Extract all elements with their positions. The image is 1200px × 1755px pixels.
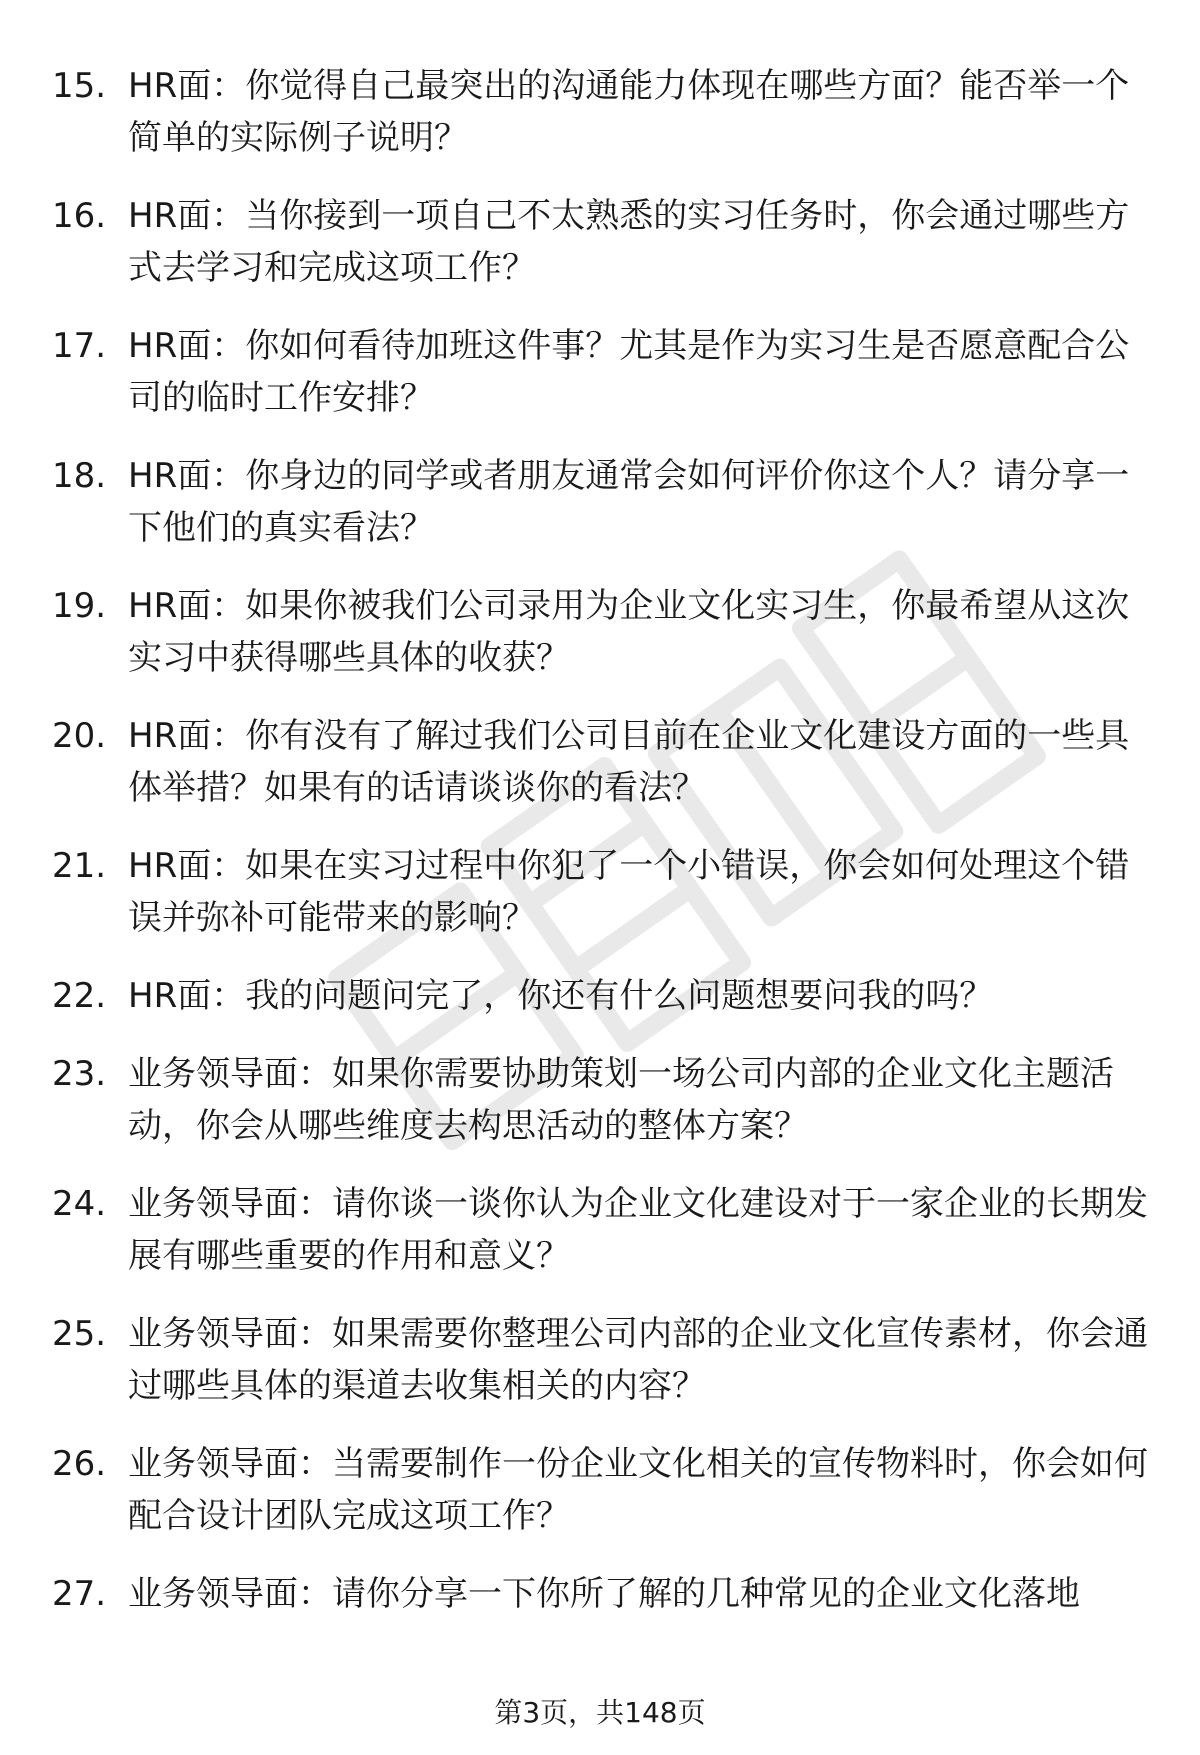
question-number: 19. bbox=[52, 586, 107, 626]
question-number: 18. bbox=[52, 456, 107, 496]
question-text: 业务领导面：如果需要你整理公司内部的企业文化宣传素材，你会通过哪些具体的渠道去收集相关的内容？ bbox=[128, 1314, 1148, 1406]
question-number: 20. bbox=[52, 716, 107, 756]
question-number: 23. bbox=[52, 1054, 107, 1094]
question-text: HR面：如果你被我们公司录用为企业文化实习生，你最希望从这次实习中获得哪些具体的收获？ bbox=[128, 586, 1130, 678]
question-item bbox=[0, 1300, 1200, 1430]
question-number: 26. bbox=[52, 1444, 107, 1484]
question-item bbox=[0, 442, 1200, 572]
question-text: 业务领导面：请你谈一谈你认为企业文化建设对于一家企业的长期发展有哪些重要的作用和意义？ bbox=[128, 1184, 1148, 1276]
question-text: HR面：如果在实习过程中你犯了一个小错误，你会如何处理这个错误并弥补可能带来的影响？ bbox=[128, 846, 1130, 938]
page-number-footer: 第3页，共148页 bbox=[494, 1696, 706, 1729]
question-number: 22. bbox=[52, 976, 107, 1016]
question-item bbox=[0, 572, 1200, 702]
question-item bbox=[0, 832, 1200, 962]
question-text: HR面：你身边的同学或者朋友通常会如何评价你这个人？请分享一下他们的真实看法？ bbox=[128, 456, 1130, 548]
question-number: 15. bbox=[52, 66, 107, 106]
question-item bbox=[0, 1040, 1200, 1170]
question-item bbox=[0, 962, 1200, 1040]
question-number: 17. bbox=[52, 326, 107, 366]
question-number: 27. bbox=[52, 1574, 107, 1614]
question-item bbox=[0, 312, 1200, 442]
question-item bbox=[0, 52, 1200, 182]
question-number: 16. bbox=[52, 196, 107, 236]
question-list bbox=[0, 52, 1200, 1638]
question-text: HR面：你觉得自己最突出的沟通能力体现在哪些方面？能否举一个简单的实际例子说明？ bbox=[128, 66, 1130, 158]
question-text: 业务领导面：当需要制作一份企业文化相关的宣传物料时，你会如何配合设计团队完成这项工作？ bbox=[128, 1444, 1148, 1536]
question-text: 业务领导面：如果你需要协助策划一场公司内部的企业文化主题活动，你会从哪些维度去构思活动的整体方案？ bbox=[128, 1054, 1114, 1146]
question-item bbox=[0, 182, 1200, 312]
question-item bbox=[0, 702, 1200, 832]
question-text: 业务领导面：请你分享一下你所了解的几种常见的企业文化落地 bbox=[128, 1574, 1080, 1614]
question-item bbox=[0, 1170, 1200, 1300]
question-number: 21. bbox=[52, 846, 107, 886]
question-text: HR面：你如何看待加班这件事？尤其是作为实习生是否愿意配合公司的临时工作安排？ bbox=[128, 326, 1130, 418]
question-number: 24. bbox=[52, 1184, 107, 1224]
question-text: HR面：当你接到一项自己不太熟悉的实习任务时，你会通过哪些方式去学习和完成这项工作？ bbox=[128, 196, 1130, 288]
question-item bbox=[0, 1560, 1200, 1638]
question-text: HR面：你有没有了解过我们公司目前在企业文化建设方面的一些具体举措？如果有的话请谈谈你的看法？ bbox=[128, 716, 1130, 808]
question-item bbox=[0, 1430, 1200, 1560]
question-text: HR面：我的问题问完了，你还有什么问题想要问我的吗？ bbox=[128, 976, 994, 1016]
question-number: 25. bbox=[52, 1314, 107, 1354]
